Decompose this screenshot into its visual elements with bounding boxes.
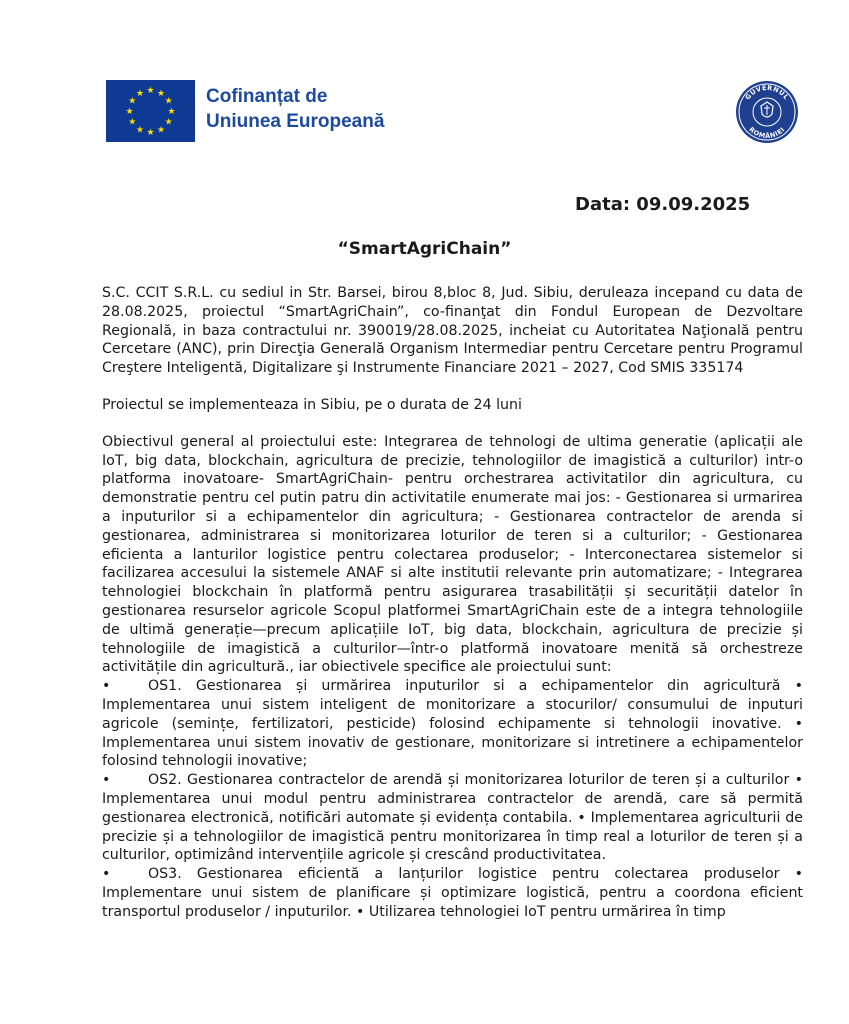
list-item xyxy=(102,865,803,921)
eu-star-icon: ★ xyxy=(146,86,155,97)
bullet-icon: • xyxy=(102,772,111,789)
list-item-text: OS2. Gestionarea contractelor de arendă și monitorizarea loturilor de teren și a culturilor • Implementarea unui modul pentru administrarea contractelor de arendă, care să permită gestionarea electronică, notificări automate și evidența contabila. • Implementarea agriculturii de precizie și a tehnologiilor de imagistică pentru monitorizarea în timp real a loturilor de teren și a culturilor, optimizând intervențiile agricole și crescând productivitatea. xyxy=(102,772,803,864)
intro-paragraph: S.C. CCIT S.R.L. cu sediul in Str. Barsei, birou 8,bloc 8, Jud. Sibiu, deruleaza incepand cu data de 28.08.2025, proiectul “SmartAgriChain”, co-finanţat din Fondul European de Dezvoltare Regională, in baza contractului nr. 390019/28.08.2025, incheiat cu Autoritatea Naţională pentru Cercetare (ANC), prin Direcţia Generală Organism Intermediar pentru Cercetare pentru Programul Creştere Inteligentă, Digitalizare şi Instrumente Financiare 2021 – 2027, Cod SMIS 335174 xyxy=(102,285,803,377)
eu-star-icon: ★ xyxy=(128,96,137,107)
list-item xyxy=(102,771,803,865)
eu-logo-line1: Cofinanțat de xyxy=(206,86,328,107)
eu-logo-line2: Uniunea Europeană xyxy=(206,111,385,132)
objective-paragraph: Obiectivul general al proiectului este: Integrarea de tehnologi de ultima generatie (aplicații ale IoT, big data, blockchain, agricultura de precizie, tehnologiilor de imagistică a culturilor) intr-o platforma inovatoare- SmartAgriChain- pentru orchestrarea activitatilor din agricultura, cu demonstratie pentru cel putin patru din activitatile enumerate mai jos: - Gestionarea si urmarirea a inputurilor si a echipamentelor din agricultura; - Gestionarea contractelor de arenda si gestionarea, administrarea si monitorizarea loturilor de teren si a culturilor; - Gestionarea eficienta a lanturilor logistice pentru colectarea produselor; - Interconectarea sistemelor si facilizarea accesului la sistemele ANAF si alte institutii relevante prin automatizare; - Integrarea tehnologiei blockchain în platformă pentru asigurarea trasabilității și securității datelor în gestionarea resurselor agricole Scopul platformei SmartAgriChain este de a integra tehnologiile de ultimă generație—precum aplicațiile IoT, big data, blockchain, agricultura de precizie și tehnologiile de imagistică a culturilor—într-o platformă inovatoare menită să orchestreze activitățile din agricultură., iar obiectivele specifice ale proiectului sunt: xyxy=(102,433,803,676)
eu-flag-icon xyxy=(106,80,195,142)
eu-star-icon: ★ xyxy=(128,117,137,128)
eu-star-icon: ★ xyxy=(156,125,166,136)
document-date: Data: 09.09.2025 xyxy=(575,194,751,215)
location-paragraph: Proiectul se implementeaza in Sibiu, pe o durata de 24 luni xyxy=(102,396,522,413)
eu-star-icon: ★ xyxy=(146,128,155,139)
eu-star-icon: ★ xyxy=(135,125,145,136)
list-item-text: OS3. Gestionarea eficientă a lanțurilor logistice pentru colectarea produselor • Implementare unui sistem de planificare și optimizare logistică, pentru a coordona eficient transportul produselor / inputurilor. • Utilizarea tehnologiei IoT pentru urmărirea în timp xyxy=(102,866,803,920)
eu-star-icon: ★ xyxy=(167,107,176,118)
eu-star-icon: ★ xyxy=(164,96,173,107)
bullet-icon: • xyxy=(102,678,111,695)
eu-star-icon: ★ xyxy=(156,89,166,100)
seal-text-bottom: ROMÂNIEI xyxy=(747,125,787,141)
government-seal-icon xyxy=(735,80,799,144)
list-item-text: OS1. Gestionarea și urmărirea inputurilor si a echipamentelor din agricultură • Implementarea unui sistem inteligent de monitorizare a stocurilor/ consumului de inputuri agricole (semințe, fertilizatori, pesticide) folosind echipamente si tehnologii inovative. • Implementarea unui sistem inovativ de gestionare, monitorizare si intretinere a echipamentelor folosind tehnologii inovative; xyxy=(102,678,803,770)
list-item xyxy=(102,677,803,771)
eu-star-icon: ★ xyxy=(125,107,134,118)
bullet-icon: • xyxy=(102,866,111,883)
document-body xyxy=(102,284,803,922)
eu-cofinancing-logo xyxy=(106,80,406,142)
document-title: “SmartAgriChain” xyxy=(337,239,512,259)
eu-star-icon: ★ xyxy=(164,117,173,128)
seal-text-top: GUVERNUL xyxy=(743,83,791,102)
eu-star-icon: ★ xyxy=(135,89,145,100)
